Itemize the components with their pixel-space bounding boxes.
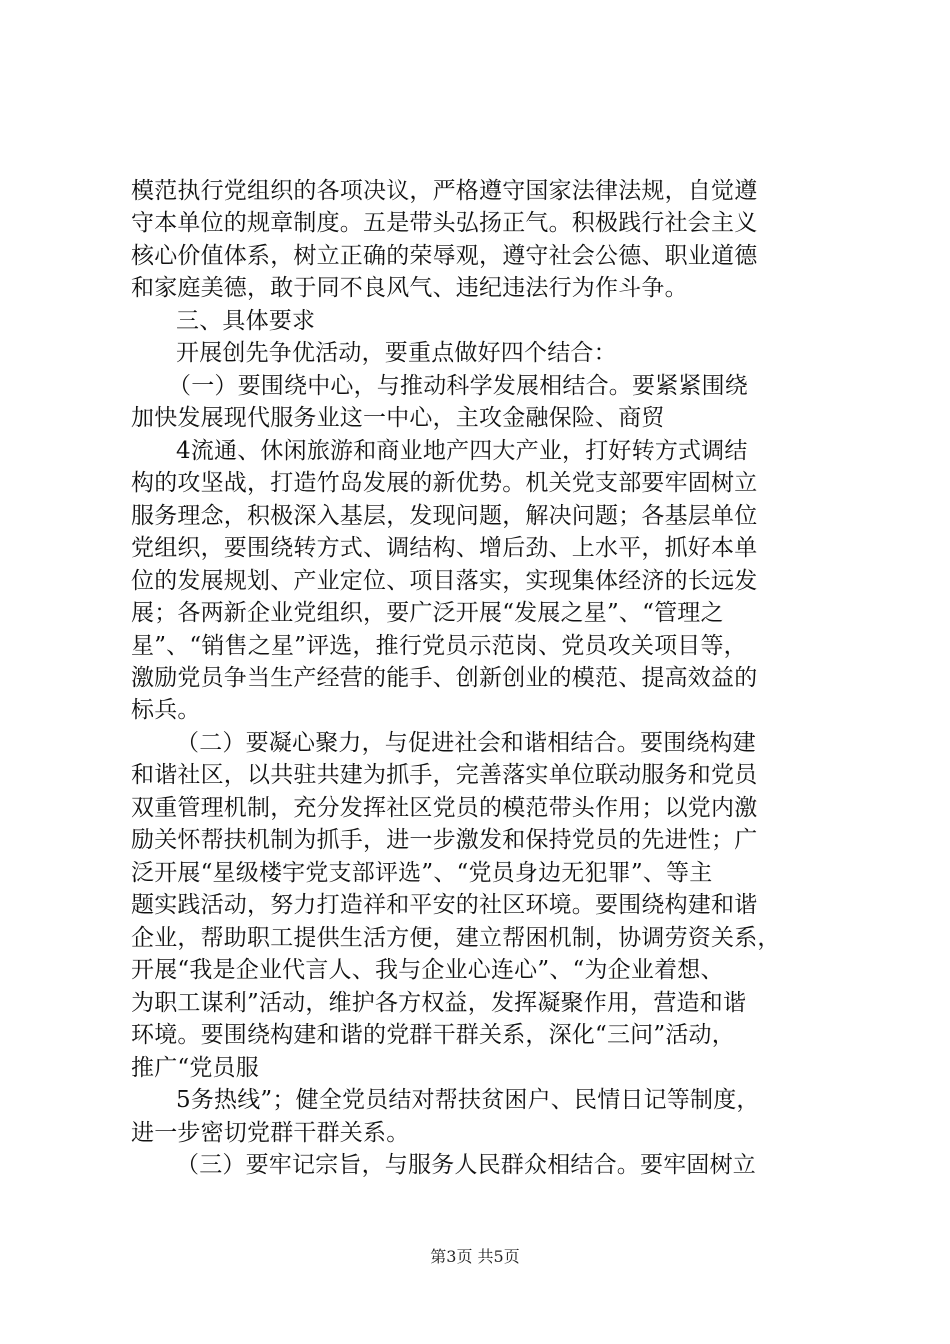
paragraph-line: （三）要牢记宗旨，与服务人民群众相结合。要牢固树立 <box>176 1152 756 1178</box>
paragraph-line: 展；各两新企业党组织，要广泛开展“发展之星”、“管理之 <box>131 600 724 626</box>
paragraph-line: 为职工谋利”活动，维护各方权益，发挥凝聚作用，营造和谐 <box>131 990 747 1016</box>
paragraph-line: 企业，帮助职工提供生活方便，建立帮困机制，协调劳资关系， <box>131 925 781 951</box>
paragraph-line: 开展创先争优活动，要重点做好四个结合： <box>176 340 617 366</box>
paragraph-line: （一）要围绕中心，与推动科学发展相结合。要紧紧围绕 <box>168 373 748 399</box>
paragraph-line: 构的攻坚战，打造竹岛发展的新优势。机关党支部要牢固树立 <box>131 470 758 496</box>
paragraph-line: 双重管理机制，充分发挥社区党员的模范带头作用；以党内激 <box>131 795 758 821</box>
paragraph-line: 题实践活动，努力打造祥和平安的社区环境。要围绕构建和谐 <box>131 892 758 918</box>
paragraph-line: 激励党员争当生产经营的能手、创新创业的模范、提高效益的 <box>131 665 758 691</box>
paragraph-line: 和家庭美德，敢于同不良风气、违纪违法行为作斗争。 <box>131 275 688 301</box>
paragraph-line: 5务热线”；健全党员结对帮扶贫困户、民情日记等制度， <box>176 1087 760 1113</box>
paragraph-line: 守本单位的规章制度。五是带头弘扬正气。积极践行社会主义 <box>131 210 758 236</box>
paragraph-line: 加快发展现代服务业这一中心，主攻金融保险、商贸 <box>131 405 665 431</box>
paragraph-line: 服务理念，积极深入基层，发现问题，解决问题；各基层单位 <box>131 503 758 529</box>
paragraph-line: 模范执行党组织的各项决议，严格遵守国家法律法规，自觉遵 <box>131 178 758 204</box>
paragraph-line: 位的发展规划、产业定位、项目落实，实现集体经济的长远发 <box>131 568 758 594</box>
paragraph-line: 开展“我是企业代言人、我与企业心连心”、“为企业着想、 <box>131 957 724 983</box>
page-number: 第3页 共5页 <box>430 1247 520 1266</box>
paragraph-line: 4流通、休闲旅游和商业地产四大产业，打好转方式调结 <box>176 438 748 464</box>
paragraph-line: 核心价值体系，树立正确的荣辱观，遵守社会公德、职业道德 <box>131 243 758 269</box>
paragraph-line: 标兵。 <box>131 697 201 723</box>
paragraph-line: （二）要凝心聚力，与促进社会和谐相结合。要围绕构建 <box>176 730 756 756</box>
paragraph-line: 推广“党员服 <box>131 1055 259 1081</box>
section-heading: 三、具体要求 <box>176 308 316 334</box>
paragraph-line: 星”、“销售之星”评选，推行党员示范岗、党员攻关项目等， <box>131 633 747 659</box>
paragraph-line: 和谐社区，以共驻共建为抓手，完善落实单位联动服务和党员 <box>131 762 758 788</box>
paragraph-line: 泛开展“星级楼宇党支部评选”、“党员身边无犯罪”、等主 <box>131 860 713 886</box>
paragraph-line: 进一步密切党群干群关系。 <box>131 1120 410 1146</box>
paragraph-line: 环境。要围绕构建和谐的党群干群关系，深化“三问”活动， <box>131 1022 735 1048</box>
paragraph-line: 励关怀帮扶机制为抓手，进一步激发和保持党员的先进性；广 <box>131 827 758 853</box>
paragraph-line: 党组织，要围绕转方式、调结构、增后劲、上水平，抓好本单 <box>131 535 758 561</box>
